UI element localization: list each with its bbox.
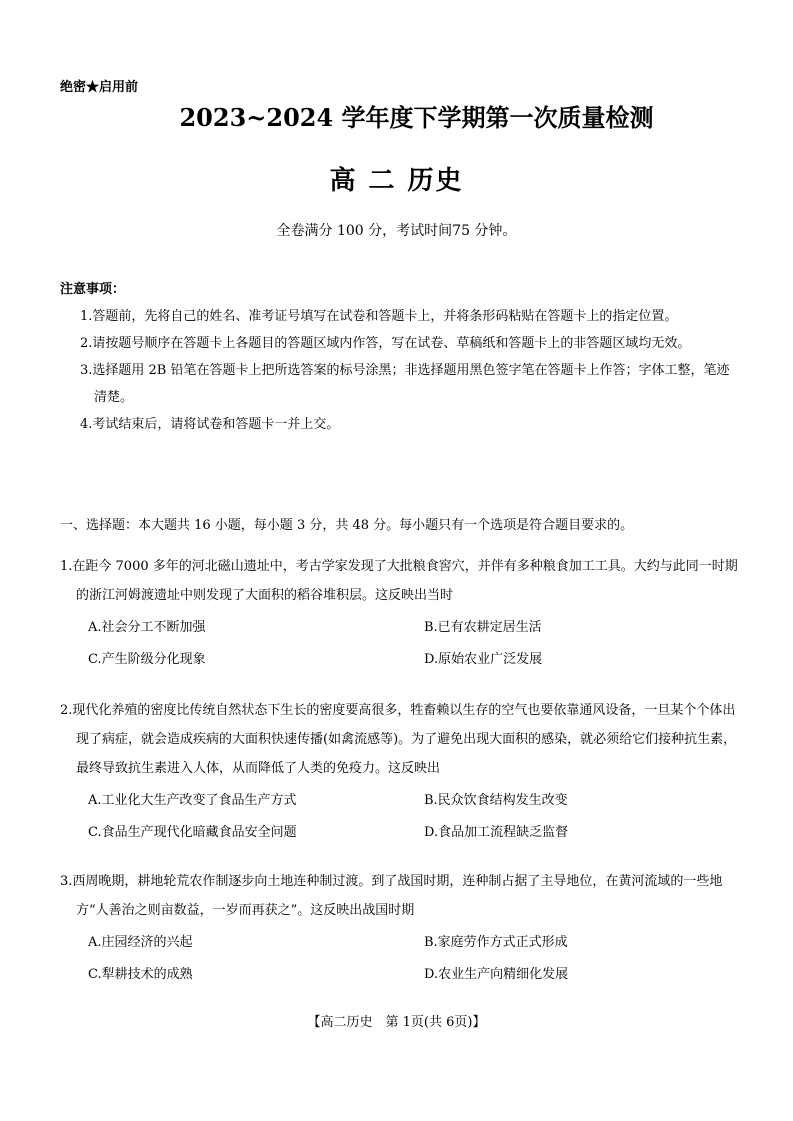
- option-c: C.产生阶级分化现象: [88, 652, 206, 667]
- option-a: A.社会分工不断加强: [88, 620, 206, 635]
- section-heading: 一、选择题：本大题共 16 小题，每小题 3 分，共 48 分。每小题只有一个选项是符合题目要求的。: [60, 518, 634, 533]
- subject-title: 高 二 历史: [329, 166, 464, 196]
- option-d: D.农业生产向精细化发展: [424, 967, 569, 982]
- question-stem: 1.在距今 7000 多年的河北磁山遗址中，考古学家发现了大批粮食窖穴，并伴有多种粮食加工工具。大约与此同一时期的浙江河姆渡遗址中则发现了大面积的稻谷堆积层。这反映出当时: [60, 559, 738, 603]
- notice-item: 4.考试结束后，请将试卷和答题卡一并上交。: [80, 417, 340, 432]
- notice-title: 注意事项：: [60, 282, 126, 297]
- exam-title: 2023~2024 学年度下学期第一次质量检测: [179, 103, 654, 132]
- option-a: A.庄园经济的兴起: [88, 935, 193, 950]
- confidential-label: 绝密★启用前: [60, 80, 139, 95]
- question-stem: 3.西周晚期，耕地轮荒农作制逐步向土地连种制过渡。到了战国时期，连种制占据了主导地位，在黄河流域的一些地方“人善治之则亩数益，一岁而再获之”。这反映出战国时期: [60, 874, 723, 918]
- question-1: [60, 552, 740, 671]
- question-stem: 2.现代化养殖的密度比传统自然状态下生长的密度要高很多，牲畜赖以生存的空气也要依靠通风设备，一旦某个个体出现了病症，就会造成疾病的大面积快速传播(如禽流感等)。为了避免出现大面积的感染，就必须给它们接种抗生素，最终导致抗生素进入人体，从而降低了人类的免疫力。这反映出: [60, 703, 737, 776]
- option-list: [60, 932, 740, 986]
- option-d: D.原始农业广泛发展: [424, 652, 543, 667]
- option-a: A.工业化大生产改变了食品生产方式: [88, 793, 297, 808]
- option-c: C.犁耕技术的成熟: [88, 967, 193, 982]
- option-list: [60, 617, 740, 671]
- option-c: C.食品生产现代化暗藏食品安全问题: [88, 825, 297, 840]
- score-time-line: 全卷满分 100 分，考试时间75 分钟。: [276, 223, 517, 239]
- option-b: B.民众饮食结构发生改变: [424, 793, 568, 808]
- notice-item: 1.答题前，先将自己的姓名、准考证号填写在试卷和答题卡上，并将条形码粘贴在答题卡上的指定位置。: [80, 309, 678, 324]
- option-b: B.家庭劳作方式正式形成: [424, 935, 568, 950]
- page-footer: 【高二历史 第 1页(共 6页)】: [307, 1015, 486, 1030]
- option-b: B.已有农耕定居生活: [424, 620, 542, 635]
- option-list: [60, 790, 740, 844]
- notice-item: 3.选择题用 2B 铅笔在答题卡上把所选答案的标号涂黑；非选择题用黑色签字笔在答题卡上作答；字体工整，笔迹清楚。: [80, 363, 730, 405]
- option-d: D.食品加工流程缺乏监督: [424, 825, 569, 840]
- notice-block: [60, 276, 740, 438]
- question-2: [60, 696, 740, 844]
- question-3: [60, 867, 740, 986]
- notice-item: 2.请按题号顺序在答题卡上各题目的答题区域内作答，写在试卷、草稿纸和答题卡上的非答题区域均无效。: [80, 336, 691, 351]
